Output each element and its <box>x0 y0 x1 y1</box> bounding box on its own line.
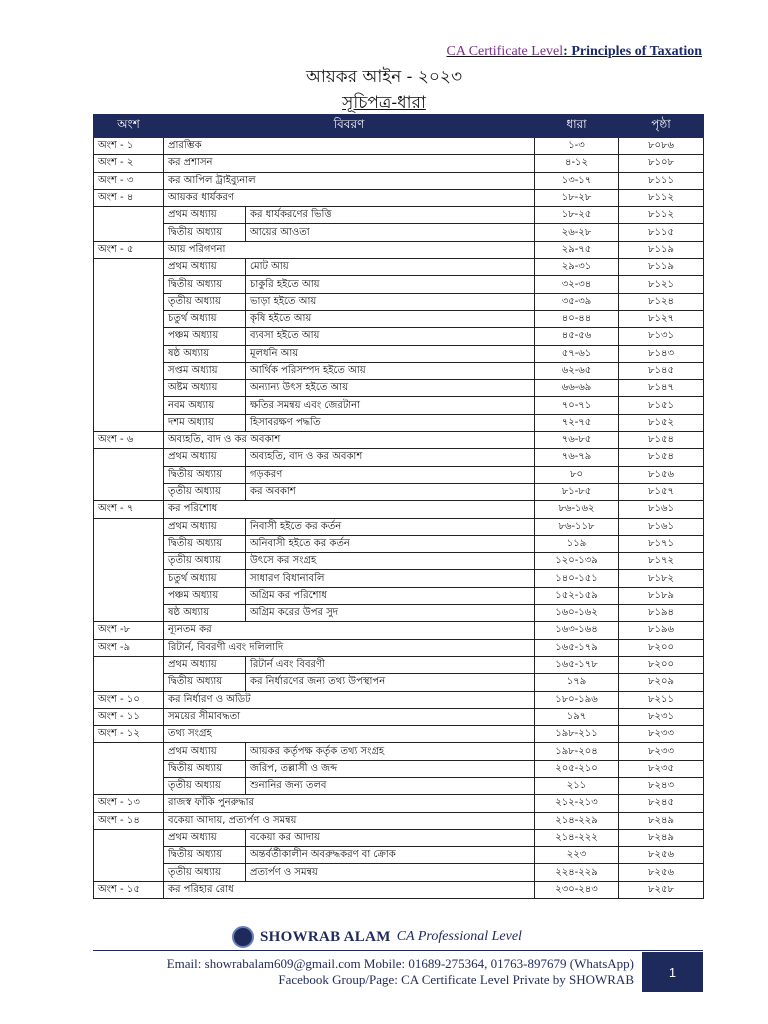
cell-description: কর অবকাশ <box>246 483 535 500</box>
header-level: CA Certificate Level <box>446 44 564 59</box>
cell-part: অংশ - ১৪ <box>94 812 164 829</box>
cell-page: ৮১২৭ <box>619 310 704 327</box>
cell-page: ৮২৪৯ <box>619 812 704 829</box>
cell-part: অংশ - ৫ <box>94 241 164 258</box>
cell-section: ১৬০-১৬২ <box>535 605 619 622</box>
cell-page: ৮০৮৬ <box>619 138 704 155</box>
cell-page: ৮১৩১ <box>619 328 704 345</box>
footer-brand <box>232 926 522 948</box>
cell-page: ৮১৯৪ <box>619 605 704 622</box>
cell-description: হিসাবরক্ষণ পদ্ধতি <box>246 414 535 431</box>
table-row-chapter <box>94 535 704 552</box>
table-row-chapter <box>94 224 704 241</box>
table-row-chapter <box>94 847 704 864</box>
cell-part: অংশ - ১১ <box>94 708 164 725</box>
cell-page: ৮১৪৩ <box>619 345 704 362</box>
cell-part-empty <box>94 518 164 535</box>
cell-page: ৮১১৯ <box>619 259 704 276</box>
table-row-chapter <box>94 743 704 760</box>
cell-section: ২০৫-২১০ <box>535 760 619 777</box>
table-row-chapter <box>94 362 704 379</box>
cell-part-empty <box>94 587 164 604</box>
cell-part: অংশ - ১ <box>94 138 164 155</box>
cell-section: ১২০-১৩৯ <box>535 553 619 570</box>
cell-chapter: দ্বিতীয় অধ্যায় <box>164 674 246 691</box>
cell-page: ৮১৪৫ <box>619 362 704 379</box>
cell-part: অংশ -৮ <box>94 622 164 639</box>
cell-description: বকেয়া আদায়, প্রত্যর্পণ ও সমন্বয় <box>164 812 535 829</box>
table-row-chapter <box>94 414 704 431</box>
cell-chapter: দ্বিতীয় অধ্যায় <box>164 760 246 777</box>
cell-part: অংশ - ২ <box>94 155 164 172</box>
cell-part: অংশ - ১৩ <box>94 795 164 812</box>
cell-description: অব্যহতি, বাদ ও কর অবকাশ <box>164 432 535 449</box>
cell-page: ৮১৯৬ <box>619 622 704 639</box>
header-separator: : <box>563 44 572 59</box>
cell-page: ৮১০৮ <box>619 155 704 172</box>
table-row-chapter <box>94 587 704 604</box>
cell-description: আর্থিক পরিসম্পদ হইতে আয় <box>246 362 535 379</box>
cell-description: কর নির্ধারণ ও অডিট <box>164 691 535 708</box>
cell-part-empty <box>94 345 164 362</box>
table-row-chapter <box>94 760 704 777</box>
cell-section: ১৪০-১৫১ <box>535 570 619 587</box>
cell-page: ৮২৩১ <box>619 708 704 725</box>
cell-description: কর নির্ধারণের জন্য তথ্য উপস্থাপন <box>246 674 535 691</box>
table-body <box>94 138 704 899</box>
cell-chapter: প্রথম অধ্যায় <box>164 656 246 673</box>
cell-chapter: ষষ্ঠ অধ্যায় <box>164 345 246 362</box>
table-row-part <box>94 138 704 155</box>
cell-section: ১৩-১৭ <box>535 172 619 189</box>
table-row-chapter <box>94 674 704 691</box>
cell-section: ১৮০-১৯৬ <box>535 691 619 708</box>
table-row-part <box>94 432 704 449</box>
table-row-part <box>94 726 704 743</box>
cell-page: ৮১১১ <box>619 172 704 189</box>
table-row-chapter <box>94 466 704 483</box>
brand-logo-icon <box>232 926 254 948</box>
table-row-part <box>94 501 704 518</box>
page-number-badge <box>642 952 703 992</box>
cell-chapter: তৃতীয় অধ্যায় <box>164 483 246 500</box>
cell-description: রাজস্ব ফাঁকি পুনরুদ্ধার <box>164 795 535 812</box>
cell-chapter: নবম অধ্যায় <box>164 397 246 414</box>
contact-facebook: Facebook Group/Page: CA Certificate Level Private by SHOWRAB <box>278 972 634 987</box>
cell-section: ৭৬-৭৯ <box>535 449 619 466</box>
cell-page: ৮২৩৩ <box>619 726 704 743</box>
author-level: CA Professional Level <box>396 929 522 944</box>
table-row-chapter <box>94 310 704 327</box>
table-row-chapter <box>94 276 704 293</box>
table-row-part <box>94 812 704 829</box>
cell-page: ৮১২১ <box>619 276 704 293</box>
cell-page: ৮১৫৪ <box>619 432 704 449</box>
cell-page: ৮২০০ <box>619 639 704 656</box>
cell-page: ৮১৭২ <box>619 553 704 570</box>
table-row-chapter <box>94 328 704 345</box>
cell-page: ৮১৬১ <box>619 501 704 518</box>
cell-part-empty <box>94 362 164 379</box>
cell-part-empty <box>94 414 164 431</box>
cell-part: অংশ - ৬ <box>94 432 164 449</box>
table-row-part <box>94 639 704 656</box>
cell-description: রিটার্ন, বিবরণী এবং দলিলাদি <box>164 639 535 656</box>
cell-section: ১৯৮-২০৪ <box>535 743 619 760</box>
cell-part-empty <box>94 743 164 760</box>
cell-description: মোট আয় <box>246 259 535 276</box>
cell-part-empty <box>94 656 164 673</box>
cell-part-empty <box>94 535 164 552</box>
cell-section: ৩৫-৩৯ <box>535 293 619 310</box>
cell-section: ২১৪-২২৯ <box>535 812 619 829</box>
cell-part-empty <box>94 760 164 777</box>
column-header-section: ধারা <box>535 115 619 138</box>
table-row-chapter <box>94 293 704 310</box>
cell-description: প্রারম্ভিক <box>164 138 535 155</box>
cell-description: মূলধনি আয় <box>246 345 535 362</box>
cell-description: কর পরিশোধ <box>164 501 535 518</box>
cell-section: ২২৪-২২৯ <box>535 864 619 881</box>
cell-part-empty <box>94 864 164 881</box>
cell-description: ক্ষতির সমন্বয় এবং জেরটানা <box>246 397 535 414</box>
cell-description: শুনানির জন্য তলব <box>246 777 535 794</box>
cell-chapter: চতুর্থ অধ্যায় <box>164 310 246 327</box>
cell-page: ৮১১২ <box>619 207 704 224</box>
cell-section: ১৯৭ <box>535 708 619 725</box>
cell-page: ৮১২৪ <box>619 293 704 310</box>
cell-page: ৮১৫১ <box>619 397 704 414</box>
cell-part-empty <box>94 224 164 241</box>
cell-section: ২৬-২৮ <box>535 224 619 241</box>
cell-part: অংশ - ১০ <box>94 691 164 708</box>
cell-page: ৮১১২ <box>619 189 704 206</box>
header-subject: Principles of Taxation <box>571 44 702 59</box>
cell-part-empty <box>94 570 164 587</box>
column-header-part: অংশ <box>94 115 164 138</box>
table-row-part <box>94 172 704 189</box>
cell-page: ৮২৫৮ <box>619 881 704 898</box>
cell-part: অংশ - ৩ <box>94 172 164 189</box>
cell-section: ৭৬-৮৫ <box>535 432 619 449</box>
page-subtitle: সূচিপত্র-ধারা <box>342 93 426 113</box>
cell-part-empty <box>94 276 164 293</box>
cell-chapter: দ্বিতীয় অধ্যায় <box>164 847 246 864</box>
cell-section: ৬২-৬৫ <box>535 362 619 379</box>
contact-email-phone: Email: showrabalam609@gmail.com Mobile: 01689-275364, 01763-897679 (WhatsApp) <box>166 956 634 971</box>
cell-chapter: প্রথম অধ্যায় <box>164 518 246 535</box>
cell-description: কৃষি হইতে আয় <box>246 310 535 327</box>
cell-part: অংশ -৯ <box>94 639 164 656</box>
cell-description: আয় পরিগণনা <box>164 241 535 258</box>
cell-description: তথ্য সংগ্রহ <box>164 726 535 743</box>
cell-description: গড়করণ <box>246 466 535 483</box>
cell-description: জরিপ, তল্লাসী ও জব্দ <box>246 760 535 777</box>
cell-section: ৭০-৭১ <box>535 397 619 414</box>
table-row-chapter <box>94 345 704 362</box>
cell-chapter: তৃতীয় অধ্যায় <box>164 864 246 881</box>
cell-part-empty <box>94 777 164 794</box>
cell-section: ২১২-২১৩ <box>535 795 619 812</box>
cell-section: ১৬৫-১৭৯ <box>535 639 619 656</box>
cell-description: চাকুরি হইতে আয় <box>246 276 535 293</box>
cell-page: ৮২১১ <box>619 691 704 708</box>
cell-section: ৫৭-৬১ <box>535 345 619 362</box>
cell-description: আয়কর কর্তৃপক্ষ কর্তৃক তথ্য সংগ্রহ <box>246 743 535 760</box>
cell-section: ৭২-৭৫ <box>535 414 619 431</box>
cell-chapter: সপ্তম অধ্যায় <box>164 362 246 379</box>
cell-description: আয়কর ধার্যকরণ <box>164 189 535 206</box>
cell-chapter: প্রথম অধ্যায় <box>164 449 246 466</box>
table-row-part <box>94 795 704 812</box>
cell-description: অব্যহতি, বাদ ও কর অবকাশ <box>246 449 535 466</box>
cell-page: ৮১৪৭ <box>619 380 704 397</box>
cell-page: ৮২৪৩ <box>619 777 704 794</box>
cell-chapter: প্রথম অধ্যায় <box>164 829 246 846</box>
table-row-chapter <box>94 483 704 500</box>
cell-chapter: পঞ্চম অধ্যায় <box>164 328 246 345</box>
cell-description: সময়ের সীমাবদ্ধতা <box>164 708 535 725</box>
contents-table <box>93 114 704 899</box>
cell-chapter: দশম অধ্যায় <box>164 414 246 431</box>
author-name: SHOWRAB ALAM <box>260 928 391 945</box>
cell-description: আয়ের আওতা <box>246 224 535 241</box>
cell-page: ৮১১৫ <box>619 224 704 241</box>
table-header-row <box>94 115 704 138</box>
cell-page: ৮২০০ <box>619 656 704 673</box>
cell-description: অন্তর্বর্তীকালীন অবরুদ্ধকরণ বা ক্রোক <box>246 847 535 864</box>
cell-part-empty <box>94 847 164 864</box>
cell-section: ৮১-৮৫ <box>535 483 619 500</box>
page-title: আয়কর আইন - ২০২৩ <box>305 67 463 87</box>
cell-part: অংশ - ৪ <box>94 189 164 206</box>
cell-section: ২৩০-২৪৩ <box>535 881 619 898</box>
cell-description: ন্যূনতম কর <box>164 622 535 639</box>
cell-description: নিবাসী হইতে কর কর্তন <box>246 518 535 535</box>
table-row-chapter <box>94 397 704 414</box>
footer-divider <box>93 950 703 951</box>
cell-chapter: তৃতীয় অধ্যায় <box>164 777 246 794</box>
column-header-page: পৃষ্ঠা <box>619 115 704 138</box>
cell-chapter: পঞ্চম অধ্যায় <box>164 587 246 604</box>
cell-page: ৮২৫৬ <box>619 864 704 881</box>
cell-part-empty <box>94 829 164 846</box>
table-row-chapter <box>94 518 704 535</box>
cell-part-empty <box>94 466 164 483</box>
cell-section: ১৬৫-১৭৮ <box>535 656 619 673</box>
cell-part-empty <box>94 207 164 224</box>
cell-chapter: তৃতীয় অধ্যায় <box>164 293 246 310</box>
cell-page: ৮২৫৬ <box>619 847 704 864</box>
cell-page: ৮২৪৫ <box>619 795 704 812</box>
cell-chapter: প্রথম অধ্যায় <box>164 207 246 224</box>
cell-section: ২৯-৭৫ <box>535 241 619 258</box>
cell-section: ১৮-২৫ <box>535 207 619 224</box>
cell-chapter: প্রথম অধ্যায় <box>164 743 246 760</box>
cell-description: উৎসে কর সংগ্রহ <box>246 553 535 570</box>
cell-section: ৪৫-৫৬ <box>535 328 619 345</box>
table-row-chapter <box>94 380 704 397</box>
cell-section: ৪-১২ <box>535 155 619 172</box>
cell-description: প্রত্যর্পণ ও সমন্বয় <box>246 864 535 881</box>
cell-section: ১-৩ <box>535 138 619 155</box>
cell-section: ৮৬-১১৮ <box>535 518 619 535</box>
cell-chapter: চতুর্থ অধ্যায় <box>164 570 246 587</box>
table-row-chapter <box>94 570 704 587</box>
cell-section: ২২৩ <box>535 847 619 864</box>
table-row-part <box>94 708 704 725</box>
cell-chapter: প্রথম অধ্যায় <box>164 259 246 276</box>
cell-part-empty <box>94 259 164 276</box>
cell-chapter: দ্বিতীয় অধ্যায় <box>164 535 246 552</box>
cell-chapter: অষ্টম অধ্যায় <box>164 380 246 397</box>
table-row-part <box>94 155 704 172</box>
cell-description: ভাড়া হইতে আয় <box>246 293 535 310</box>
cell-description: অনিবাসী হইতে কর কর্তন <box>246 535 535 552</box>
cell-description: অগ্রিম করের উপর সুদ <box>246 605 535 622</box>
table-row-chapter <box>94 207 704 224</box>
page-number: 1 <box>668 964 677 980</box>
cell-section: ৩২-৩৪ <box>535 276 619 293</box>
cell-page: ৮১৫৪ <box>619 449 704 466</box>
cell-description: ব্যবসা হইতে আয় <box>246 328 535 345</box>
cell-description: কর ধার্যকরণের ভিত্তি <box>246 207 535 224</box>
cell-description: অন্যান্য উৎস হইতে আয় <box>246 380 535 397</box>
cell-part-empty <box>94 328 164 345</box>
cell-chapter: দ্বিতীয় অধ্যায় <box>164 466 246 483</box>
cell-section: ১৫২-১৫৯ <box>535 587 619 604</box>
footer-contact <box>167 956 634 988</box>
header-course <box>447 44 702 60</box>
cell-description: কর প্রশাসন <box>164 155 535 172</box>
cell-section: ২১৪-২২২ <box>535 829 619 846</box>
cell-chapter: দ্বিতীয় অধ্যায় <box>164 276 246 293</box>
cell-page: ৮১৫৬ <box>619 466 704 483</box>
cell-page: ৮১১৯ <box>619 241 704 258</box>
cell-part-empty <box>94 310 164 327</box>
cell-section: ১৭৯ <box>535 674 619 691</box>
cell-description: বকেয়া কর আদায় <box>246 829 535 846</box>
table-row-chapter <box>94 777 704 794</box>
cell-part-empty <box>94 449 164 466</box>
table-row-chapter <box>94 259 704 276</box>
table-row-chapter <box>94 605 704 622</box>
cell-part-empty <box>94 605 164 622</box>
table-row-part <box>94 881 704 898</box>
column-header-description: বিবরণ <box>164 115 535 138</box>
cell-page: ৮১৮৯ <box>619 587 704 604</box>
cell-section: ৬৬-৬৯ <box>535 380 619 397</box>
cell-part-empty <box>94 674 164 691</box>
cell-section: ১৬৩-১৬৪ <box>535 622 619 639</box>
cell-description: অগ্রিম কর পরিশোধ <box>246 587 535 604</box>
cell-page: ৮২৪৯ <box>619 829 704 846</box>
cell-section: ১৮-২৮ <box>535 189 619 206</box>
cell-chapter: দ্বিতীয় অধ্যায় <box>164 224 246 241</box>
table-row-part <box>94 189 704 206</box>
table-row-chapter <box>94 864 704 881</box>
cell-section: ২১১ <box>535 777 619 794</box>
cell-part-empty <box>94 293 164 310</box>
table-row-part <box>94 691 704 708</box>
cell-page: ৮১৬১ <box>619 518 704 535</box>
cell-chapter: ষষ্ঠ অধ্যায় <box>164 605 246 622</box>
table-row-part <box>94 622 704 639</box>
cell-section: ৪০-৪৪ <box>535 310 619 327</box>
cell-page: ৮১৮২ <box>619 570 704 587</box>
table-row-chapter <box>94 553 704 570</box>
cell-section: ৮৬-১৬২ <box>535 501 619 518</box>
cell-part-empty <box>94 397 164 414</box>
table-row-chapter <box>94 449 704 466</box>
cell-part-empty <box>94 380 164 397</box>
cell-page: ৮১৭১ <box>619 535 704 552</box>
cell-description: সাধারণ বিধানাবলি <box>246 570 535 587</box>
cell-description: রিটার্ন এবং বিবরণী <box>246 656 535 673</box>
cell-part-empty <box>94 483 164 500</box>
cell-page: ৮১৫২ <box>619 414 704 431</box>
cell-description: কর পরিহার রোধ <box>164 881 535 898</box>
cell-part: অংশ - ১২ <box>94 726 164 743</box>
cell-page: ৮২০৯ <box>619 674 704 691</box>
cell-part: অংশ - ৭ <box>94 501 164 518</box>
cell-chapter: তৃতীয় অধ্যায় <box>164 553 246 570</box>
table-row-part <box>94 241 704 258</box>
cell-description: কর আপিল ট্রাইব্যুনাল <box>164 172 535 189</box>
cell-page: ৮২৩৫ <box>619 760 704 777</box>
cell-part-empty <box>94 553 164 570</box>
cell-section: ১১৯ <box>535 535 619 552</box>
cell-section: ৮০ <box>535 466 619 483</box>
cell-part: অংশ - ১৫ <box>94 881 164 898</box>
table-row-chapter <box>94 829 704 846</box>
cell-page: ৮১৫৭ <box>619 483 704 500</box>
cell-section: ২৯-৩১ <box>535 259 619 276</box>
cell-page: ৮২৩৩ <box>619 743 704 760</box>
cell-section: ১৯৮-২১১ <box>535 726 619 743</box>
table-row-chapter <box>94 656 704 673</box>
